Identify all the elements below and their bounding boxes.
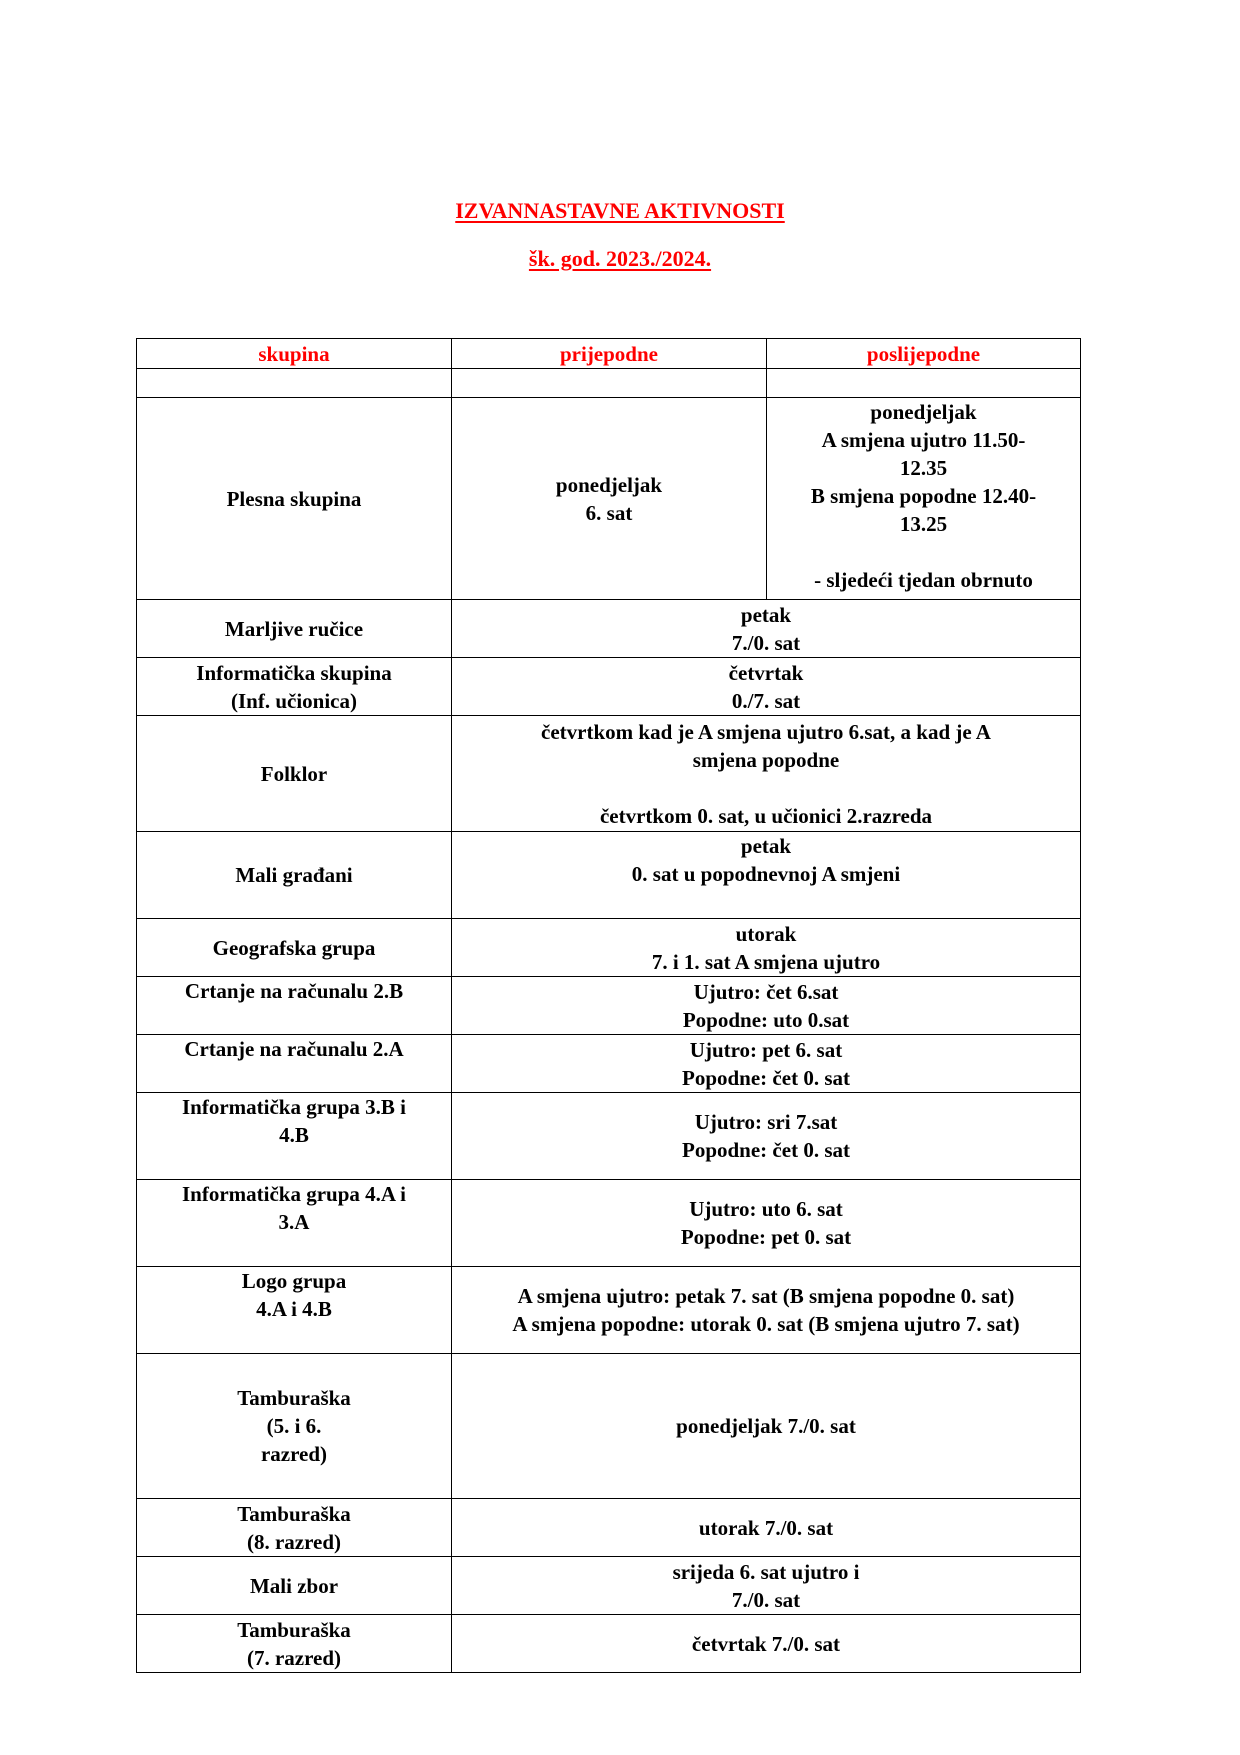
group-name: Crtanje na računalu 2.B — [184, 979, 404, 1003]
group-cell — [137, 1035, 452, 1093]
schedule-line: 0./7. sat — [731, 688, 801, 713]
schedule-line: petak — [740, 834, 792, 858]
group-name: Tamburaška — [237, 1501, 351, 1526]
schedule-line: ponedjeljak — [870, 400, 977, 424]
table-row — [137, 919, 1081, 977]
group-cell — [137, 832, 452, 919]
schedule-line: smjena popodne — [692, 747, 840, 772]
group-cell — [137, 977, 452, 1035]
schedule-line: 7. i 1. sat A smjena ujutro — [651, 949, 881, 974]
group-cell — [137, 600, 452, 658]
schedule-cell — [452, 1354, 1081, 1499]
group-cell — [137, 1354, 452, 1499]
group-name: Mali građani — [235, 863, 353, 887]
table-header-row — [137, 339, 1081, 369]
header-morning: prijepodne — [452, 339, 767, 369]
schedule-line: 13.25 — [899, 512, 948, 536]
group-name: Informatička grupa 3.B i — [181, 1095, 406, 1119]
schedule-line: Ujutro: sri 7.sat — [694, 1110, 838, 1134]
schedule-cell — [452, 716, 1081, 832]
afternoon-cell — [767, 398, 1081, 600]
header-afternoon: poslijepodne — [767, 339, 1081, 369]
school-year-subtitle: šk. god. 2023./2024. — [528, 246, 712, 271]
schedule-line: Popodne: pet 0. sat — [680, 1225, 852, 1249]
morning-cell — [452, 398, 767, 600]
schedule-line: 7./0. sat — [731, 630, 801, 655]
schedule-cell — [452, 977, 1081, 1035]
empty-cell — [767, 369, 1081, 398]
group-name: Logo grupa — [241, 1269, 347, 1293]
group-name: 4.A i 4.B — [256, 1297, 332, 1321]
group-name: Marljive ručice — [224, 616, 364, 641]
group-cell — [137, 919, 452, 977]
schedule-note: četvrtkom 0. sat, u učionici 2.razreda — [599, 803, 933, 828]
schedule-cell — [452, 1180, 1081, 1267]
group-cell — [137, 1267, 452, 1354]
group-name: razred) — [260, 1442, 328, 1466]
group-cell — [137, 658, 452, 716]
schedule-line: 12.35 — [899, 456, 948, 480]
group-name: 3.A — [278, 1210, 310, 1234]
table-row — [137, 1093, 1081, 1180]
table-row — [137, 1557, 1081, 1615]
header-group: skupina — [137, 339, 452, 369]
schedule-cell — [452, 1267, 1081, 1354]
table-row — [137, 1267, 1081, 1354]
table-row — [137, 398, 1081, 600]
activities-table — [136, 338, 1081, 1673]
schedule-line: srijeda 6. sat ujutro i — [672, 1559, 860, 1584]
schedule-line: 7./0. sat — [731, 1587, 801, 1612]
schedule-line: Popodne: uto 0.sat — [682, 1007, 850, 1032]
table-row — [137, 977, 1081, 1035]
schedule-line: B smjena popodne 12.40- — [810, 484, 1037, 508]
group-cell — [137, 398, 452, 600]
group-cell — [137, 716, 452, 832]
schedule-cell — [452, 658, 1081, 716]
schedule-line: A smjena popodne: utorak 0. sat (B smjena ujutro 7. sat) — [512, 1312, 1020, 1336]
table-row — [137, 1180, 1081, 1267]
table-row — [137, 832, 1081, 919]
empty-cell — [452, 369, 767, 398]
group-name: Informatička grupa 4.A i — [181, 1182, 406, 1206]
table-row — [137, 1035, 1081, 1093]
schedule-cell — [452, 1093, 1081, 1180]
schedule-cell — [452, 1615, 1081, 1673]
group-name: (5. i 6. — [266, 1414, 322, 1438]
schedule-cell — [452, 1499, 1081, 1557]
group-name: Informatička skupina — [196, 660, 392, 685]
table-row — [137, 1354, 1081, 1499]
line-gap — [773, 538, 1074, 566]
group-name: Tamburaška — [237, 1617, 351, 1642]
schedule-line: A smjena ujutro: petak 7. sat (B smjena popodne 0. sat) — [517, 1284, 1015, 1308]
schedule-line: četvrtak — [728, 660, 804, 685]
group-cell — [137, 1499, 452, 1557]
schedule-line: A smjena ujutro 11.50- — [821, 428, 1026, 452]
group-name: 4.B — [279, 1123, 309, 1147]
schedule-line: petak — [740, 602, 792, 627]
group-name: Plesna skupina — [226, 486, 362, 511]
schedule-line: utorak — [735, 921, 797, 946]
line-gap — [458, 774, 1074, 802]
schedule-line: ponedjeljak — [555, 472, 663, 497]
group-name: Tamburaška — [237, 1386, 351, 1410]
table-row — [137, 716, 1081, 832]
table-empty-row — [137, 369, 1081, 398]
schedule-cell — [452, 919, 1081, 977]
schedule-note: - sljedeći tjedan obrnuto — [814, 568, 1033, 592]
schedule-cell — [452, 1035, 1081, 1093]
group-name: (7. razred) — [246, 1645, 342, 1670]
schedule-cell — [452, 1557, 1081, 1615]
group-name: Geografska grupa — [212, 935, 376, 960]
schedule-line: Ujutro: uto 6. sat — [689, 1197, 843, 1221]
table-row — [137, 600, 1081, 658]
group-name: (8. razred) — [246, 1529, 342, 1554]
schedule-line: četvrtkom kad je A smjena ujutro 6.sat, a kad je A — [541, 719, 991, 744]
group-name: (Inf. učionica) — [231, 688, 357, 713]
document-title: IZVANNASTAVNE AKTIVNOSTI — [455, 198, 785, 223]
schedule-line: 6. sat — [585, 500, 633, 525]
empty-cell — [137, 369, 452, 398]
group-cell — [137, 1557, 452, 1615]
table-row — [137, 1499, 1081, 1557]
schedule-line: utorak 7./0. sat — [698, 1515, 834, 1540]
table-row — [137, 658, 1081, 716]
schedule-cell — [452, 600, 1081, 658]
schedule-line: Popodne: čet 0. sat — [682, 1065, 850, 1090]
group-name: Crtanje na računalu 2.A — [184, 1037, 404, 1061]
group-cell — [137, 1093, 452, 1180]
group-cell — [137, 1615, 452, 1673]
table-row — [137, 1615, 1081, 1673]
schedule-cell — [452, 832, 1081, 919]
group-cell — [137, 1180, 452, 1267]
schedule-line: četvrtak 7./0. sat — [691, 1631, 841, 1656]
schedule-line: Popodne: čet 0. sat — [682, 1138, 850, 1162]
schedule-line: Ujutro: pet 6. sat — [689, 1037, 843, 1062]
schedule-line: 0. sat u popodnevnoj A smjeni — [631, 862, 901, 886]
group-name: Mali zbor — [249, 1573, 339, 1598]
group-name: Folklor — [260, 761, 328, 786]
schedule-line: ponedjeljak 7./0. sat — [676, 1414, 856, 1438]
schedule-line: Ujutro: čet 6.sat — [693, 979, 839, 1004]
